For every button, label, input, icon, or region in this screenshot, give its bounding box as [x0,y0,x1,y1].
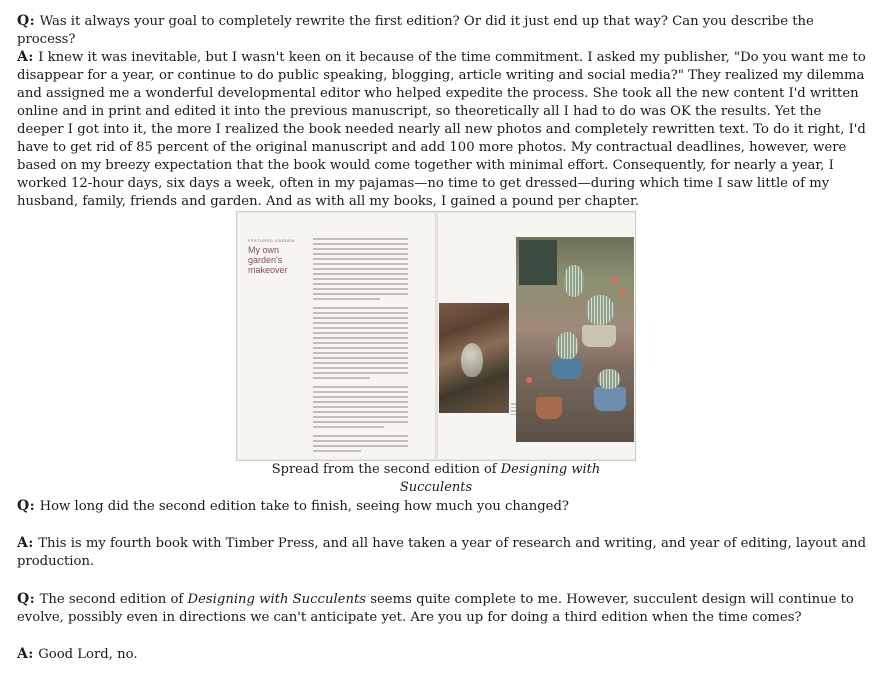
question-book-title: Designing with Succulents [187,592,367,607]
book-spread-figure [236,211,636,495]
spread-left-page [238,213,435,459]
question-1: Q: Was it always your goal to completely rewrite the first edition? Or did it just end up that way? Can you describe the process? [17,13,814,47]
book-spread-image [236,211,636,461]
answer-label: A [17,49,29,65]
answer-label: A [17,646,29,662]
spread-right-page [438,213,635,459]
question-label: Q [17,591,30,607]
figure-caption [236,461,636,497]
question-text: Was it always your goal to completely rewrite the first edition? Or did it just end up that way? Can you describe the process? [17,14,814,47]
answer-text: Good Lord, no. [38,647,138,662]
answer-1: A: I knew it was inevitable, but I wasn't keen on it because of the time commitment. I asked my publisher, "Do you want me to disappear for a year, or continue to do public speaking, blogging, article writing and social media?" They realized my dilemma and assigned me a wonderful developmental editor who helped expedite the process. She took all the new content I'd written online and in print and edited it into the previous manuscript, so theoretically all I had to do was OK the results. Yet the deeper I got into it, the more I realized the book needed nearly all new photos and completely rewritten text. To do it right, I'd have to get rid of 85 percent of the original manuscript and add 100 more photos. My contractual deadlines, however, were based on my breezy expectation that the book would come together with minimal effort. Consequently, for nearly a year, I worked 12-hour days, six days a week, often in my pajamas—no time to get dressed—during which time I saw little of my husband, family, friends and garden. And as with all my books, I gained a pound per chapter. [17,49,866,209]
answer-text: I knew it was inevitable, but I wasn't keen on it because of the time commitment. I asked my publisher, "Do you want me to disappear for a year, or continue to do public speaking, blogging, article writing and social media?" They realized my dilemma and assigned me a wonderful developmental editor who helped expedite the process. She took all the new content I'd written online and in print and edited it into the previous manuscript, so theoretically all I had to do was OK the results. Yet the deeper I got into it, the more I realized the book needed nearly all new photos and completely rewritten text. To do it right, I'd have to get rid of 85 percent of the original manuscript and add 100 more photos. My contractual deadlines, however, were based on my breezy expectation that the book would come together with minimal effort. Consequently, for nearly a year, I worked 12-hour days, six days a week, often in my pajamas—no time to get dressed—during which time I saw little of my husband, family, friends and garden. And as with all my books, I gained a pound per chapter. [17,50,866,209]
spread-title: My own garden's makeover [248,245,288,275]
question-2: Q: How long did the second edition take to finish, seeing how much you changed? [17,498,569,514]
answer-3: A: Good Lord, no. [17,646,138,662]
question-text-before: The second edition of [39,592,188,607]
question-label: Q [17,13,30,29]
spread-photo-succulents [516,237,634,442]
spread-photo-rock [439,303,509,413]
caption-book-title: Designing with Succulents [399,462,601,495]
spread-text-column [313,238,408,455]
question-text: How long did the second edition take to finish, seeing how much you changed? [39,499,569,514]
question-3: Q: The second edition of Designing with Succulents seems quite complete to me. However, succulent design will continue to evolve, possibly even in directions we can't anticipate yet. Are you up for doing a third edition when the time comes? [17,591,854,625]
answer-label: A [17,535,29,551]
question-text-after: seems quite complete to me. However, succulent design will continue to evolve, possibly even in directions we can't anticipate yet. Are you up for doing a third edition when the time comes? [17,592,854,625]
question-label: Q [17,498,30,514]
caption-text: Spread from the second edition of [271,462,501,477]
answer-text: This is my fourth book with Timber Press, and all have taken a year of research and writing, and year of editing, layout and production. [17,536,867,569]
answer-2: A: This is my fourth book with Timber Press, and all have taken a year of research and writing, and year of editing, layout and production. [17,535,867,569]
spread-kicker: FEATURED GARDEN [248,238,295,243]
